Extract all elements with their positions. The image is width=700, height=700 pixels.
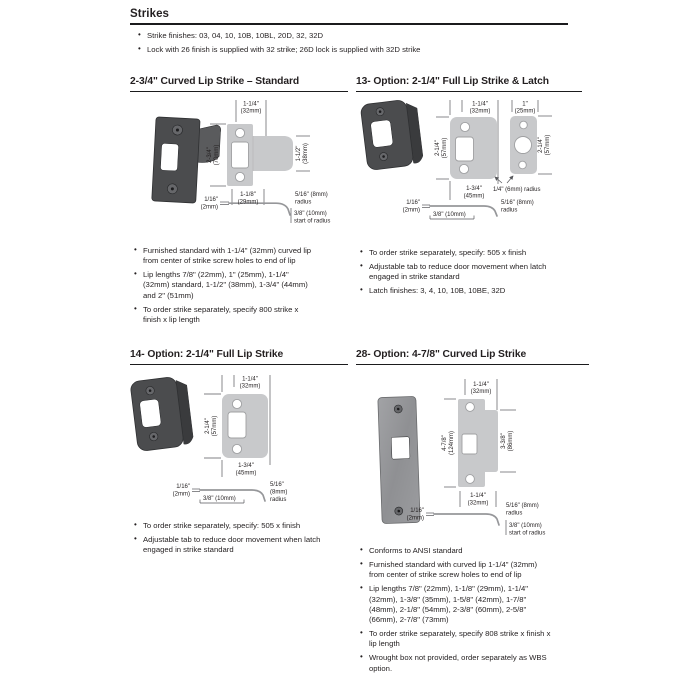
dim-gauge: 1/16" <box>406 200 420 206</box>
section-curved-lip-standard <box>130 76 348 329</box>
dim-top: 1-1/4" <box>242 376 258 383</box>
dim-right-mm: (38mm) <box>303 143 309 164</box>
dim-left: 2-3/4" <box>207 147 213 163</box>
bullet: • To order strike separately, specify 800 strike x finish x lip length <box>132 305 314 325</box>
dim-left-mm: (57mm) <box>212 415 218 437</box>
bullet: • Lip lengths 7/8" (22mm), 1" (25mm), 1-1/4" (32mm) standard, 1-1/2" (38mm), 1-3/4" (44mm) and 2" (51mm) <box>132 270 314 300</box>
latch-faceplate-view <box>510 116 537 174</box>
bullet: • Furnished standard with curved lip 1-1/4" (32mm) from center of strike screw holes to end of lip <box>358 560 554 580</box>
diagram-14-option <box>130 365 350 515</box>
dim-left-mm: (70mm) <box>214 144 220 166</box>
dim-top: 1-1/4" <box>243 101 259 108</box>
dim-gauge-mm: (2mm) <box>402 207 420 214</box>
dim-bottom: 1-1/8" <box>240 192 256 198</box>
dim-radius: 5/16" <box>270 482 284 488</box>
screw-hole <box>466 403 475 412</box>
dim-gauge-mm: (2mm) <box>406 515 424 522</box>
dim-top-mm: (32mm) <box>469 108 491 115</box>
section-title: 28- Option: 4-7/8" Curved Lip Strike <box>356 349 589 365</box>
screw-hole <box>232 399 241 408</box>
section-28-option <box>356 349 589 678</box>
dim-radius: 5/16" (8mm) <box>501 200 534 206</box>
dim-radius-word: radius <box>295 199 312 206</box>
latch-opening <box>462 434 477 454</box>
dim-gauge-mm: (2mm) <box>200 204 218 211</box>
section-bullets <box>358 248 554 297</box>
strike-front-view <box>227 124 293 186</box>
screw-hole <box>235 172 244 181</box>
dim-gauge: 1/16" <box>410 508 424 514</box>
dim-radius: 5/16" (8mm) <box>506 503 539 509</box>
section-title: 14- Option: 2-1/4" Full Lip Strike <box>130 349 348 365</box>
strike-3d-view <box>360 98 424 170</box>
diagram-curved-lip-standard <box>130 92 350 236</box>
screw-hole <box>466 475 475 484</box>
title-rule <box>130 23 568 25</box>
dim-bottom-mm: (29mm) <box>237 199 259 206</box>
dim-start-radius-word: start of radius <box>509 530 546 537</box>
dim-radius-word: radius <box>270 497 287 503</box>
dim-right: 1-1/2" <box>296 145 302 162</box>
bullet: • To order strike separately, specify: 505 x finish <box>358 248 554 258</box>
dim-right-mm: (86mm) <box>508 430 514 452</box>
dim-bottom: 1-1/4" <box>470 493 486 499</box>
dim-gauge: 1/16" <box>176 484 190 490</box>
screw-hole <box>519 161 527 169</box>
section-13-option <box>356 76 582 301</box>
dim-top-mm: (32mm) <box>240 108 262 115</box>
latch-opening <box>228 412 246 438</box>
dim-bottom: 1-3/4" <box>238 463 254 469</box>
dim-radius-word: radius <box>506 510 523 517</box>
dim-bottom-mm: (45mm) <box>235 470 257 477</box>
diagram-13-option <box>356 92 584 228</box>
intro-bullets <box>136 31 596 59</box>
dim-start-radius-word: start of radius <box>294 218 331 225</box>
bullet: • To order strike separately, specify 808 strike x finish x lip length <box>358 629 554 649</box>
section-bullets <box>358 546 554 674</box>
dim-left: 4-7/8" <box>442 435 448 451</box>
dim-gauge-mm: (2mm) <box>172 491 190 498</box>
section-14-option <box>130 349 348 559</box>
dim-radius-word: radius <box>501 207 518 214</box>
section-title: 2-3/4" Curved Lip Strike – Standard <box>130 76 348 92</box>
screw-hole <box>520 121 528 129</box>
diagram-28-option <box>356 365 591 541</box>
strike-front-view <box>222 394 268 458</box>
latch-opening-3d <box>160 143 178 171</box>
dim-gauge: 1/16" <box>204 197 218 203</box>
dim-start-radius: 3/8" (10mm) <box>294 211 327 217</box>
bullet: • Lip lengths 7/8" (22mm), 1-1/8" (29mm), 1-1/4" (32mm), 1-3/8" (35mm), 1-5/8" (42mm), 1-7/8" (48mm), 2-1/8" (54mm), 2-3/8" (60mm), 2-5/8" (66mm), 2-7/8" (73mm) <box>358 584 554 625</box>
dim-left-mm: (57mm) <box>442 137 448 159</box>
bullet: • Adjustable tab to reduce door movement when latch engaged in strike standard <box>132 535 328 555</box>
dim-bottom-mm: (45mm) <box>463 193 485 200</box>
dim-radius-mm: (8mm) <box>270 489 288 496</box>
section-bullets <box>132 246 314 325</box>
section-bullets <box>132 521 328 555</box>
dim-lip-length: 3/8" (10mm) <box>433 212 466 218</box>
intro-bullet: • Lock with 26 finish is supplied with 32 strike; 26D lock is supplied with 32D strike <box>136 45 596 55</box>
screw-hole <box>235 128 244 137</box>
dim-start-radius: 3/8" (10mm) <box>509 523 542 529</box>
intro-bullet: • Strike finishes: 03, 04, 10, 10B, 10BL, 20D, 32, 32D <box>136 31 596 41</box>
screw-hole <box>459 164 468 173</box>
dim-left-mm: (124mm) <box>449 430 455 456</box>
bullet: • Adjustable tab to reduce door movement when latch engaged in strike standard <box>358 262 554 282</box>
bullet: • To order strike separately, specify: 505 x finish <box>132 521 328 531</box>
strike-front-view <box>450 117 497 179</box>
strike-front-view <box>458 399 498 487</box>
dim-corner-radius: 1/4" (6mm) radius <box>493 187 541 193</box>
dim-right-mm: (57mm) <box>545 134 551 156</box>
lip-profile <box>434 514 499 525</box>
dim-latch-top-mm: (25mm) <box>514 108 536 115</box>
bullet: • Latch finishes: 3, 4, 10, 10B, 10BE, 32D <box>358 286 554 296</box>
dim-top-mm: (32mm) <box>239 383 261 390</box>
strike-3d-view <box>130 375 194 451</box>
dim-bottom: 1-3/4" <box>466 186 482 192</box>
dim-left: 2-1/4" <box>205 418 211 434</box>
strike-lip <box>253 136 293 171</box>
latch-opening <box>456 137 474 161</box>
screw-hole <box>232 444 241 453</box>
page-title: Strikes <box>130 8 170 20</box>
dim-top: 1-1/4" <box>472 101 488 108</box>
latch-opening-3d <box>139 399 161 428</box>
dim-top-mm: (32mm) <box>470 389 492 395</box>
bullet: • Wrought box not provided, order separately as WBS option. <box>358 653 554 673</box>
dim-radius: 5/16" (8mm) <box>295 192 328 198</box>
strike-plate-3d <box>378 396 420 523</box>
dim-right: 2-1/4" <box>538 137 544 153</box>
strike-3d-view <box>378 396 420 523</box>
section-title: 13- Option: 2-1/4" Full Lip Strike & Latch <box>356 76 582 92</box>
dim-top: 1-1/4" <box>473 382 489 388</box>
bullet: • Furnished standard with 1-1/4" (32mm) curved lip from center of strike screw holes to end of lip <box>132 246 314 266</box>
dim-right: 3-3/8" <box>501 433 507 449</box>
latch-bolt-hole <box>515 137 532 154</box>
latch-opening-3d <box>391 437 410 460</box>
screw-hole <box>460 122 469 131</box>
latch-opening-3d <box>370 120 393 148</box>
dim-bottom-mm: (32mm) <box>467 500 489 507</box>
dim-latch-top: 1" <box>522 101 528 108</box>
bullet: • Conforms to ANSI standard <box>358 546 554 556</box>
latch-opening <box>232 142 249 168</box>
dim-lip-length: 3/8" (10mm) <box>203 496 236 502</box>
dim-left: 2-1/4" <box>435 140 441 156</box>
